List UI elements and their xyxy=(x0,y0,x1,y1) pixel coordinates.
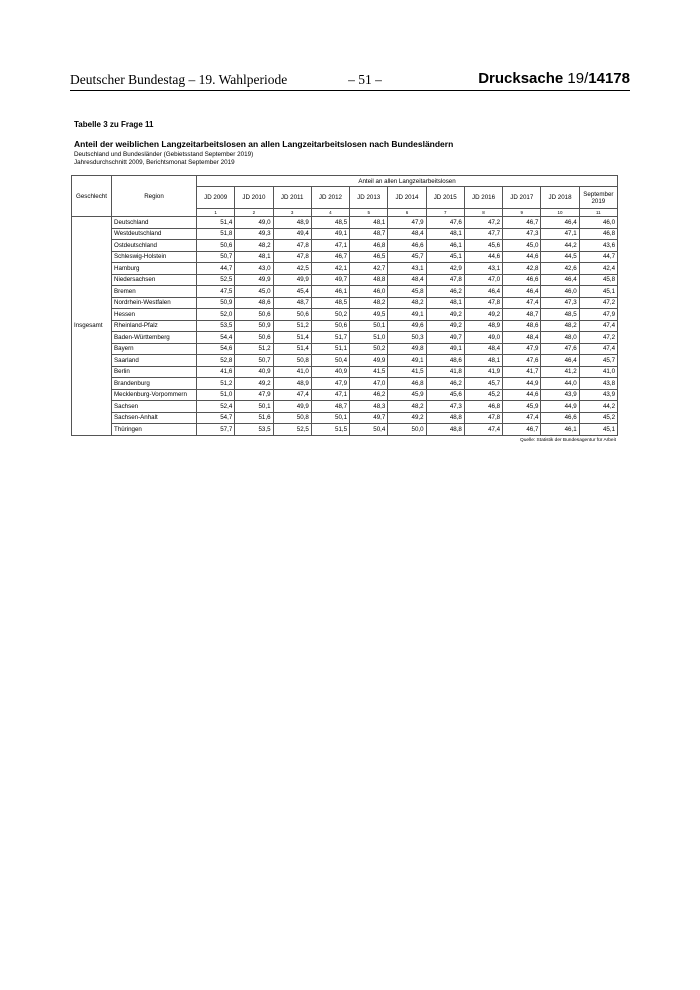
header-document-number xyxy=(478,70,630,87)
table-row xyxy=(72,389,618,401)
table-row xyxy=(72,332,618,344)
value-cell: 43,9 xyxy=(579,389,617,401)
header-drucksache-label: Drucksache xyxy=(478,70,564,87)
value-cell: 49,9 xyxy=(235,274,273,286)
value-cell: 50,2 xyxy=(311,309,349,321)
value-cell: 45,9 xyxy=(503,401,541,413)
value-cell: 47,1 xyxy=(311,389,349,401)
value-cell: 48,6 xyxy=(426,355,464,367)
table-body xyxy=(72,217,618,436)
region-cell: Berlin xyxy=(112,366,197,378)
value-cell: 48,8 xyxy=(426,424,464,436)
value-cell: 49,0 xyxy=(464,332,502,344)
value-cell: 45,4 xyxy=(273,286,311,298)
value-cell: 48,2 xyxy=(388,297,426,309)
value-cell: 46,1 xyxy=(541,424,579,436)
column-header-year: JD 2009 xyxy=(197,187,235,209)
value-cell: 42,5 xyxy=(273,263,311,275)
column-number: 3 xyxy=(273,209,311,217)
value-cell: 45,7 xyxy=(388,251,426,263)
value-cell: 46,7 xyxy=(311,251,349,263)
value-cell: 44,9 xyxy=(541,401,579,413)
value-cell: 44,9 xyxy=(503,378,541,390)
table-title: Anteil der weiblichen Langzeitarbeitslosen an allen Langzeitarbeitslosen nach Bundesländern xyxy=(74,139,454,149)
value-cell: 40,9 xyxy=(235,366,273,378)
value-cell: 48,5 xyxy=(311,217,349,229)
value-cell: 47,8 xyxy=(426,274,464,286)
value-cell: 44,5 xyxy=(541,251,579,263)
column-number: 6 xyxy=(388,209,426,217)
value-cell: 46,8 xyxy=(388,378,426,390)
value-cell: 47,1 xyxy=(541,228,579,240)
value-cell: 46,4 xyxy=(503,286,541,298)
value-cell: 47,7 xyxy=(464,228,502,240)
source-note: Quelle: Statistik der Bundesagentur für Arbeit xyxy=(520,438,616,443)
value-cell: 51,8 xyxy=(197,228,235,240)
value-cell: 50,1 xyxy=(235,401,273,413)
value-cell: 45,6 xyxy=(426,389,464,401)
value-cell: 46,4 xyxy=(541,217,579,229)
value-cell: 50,2 xyxy=(350,343,388,355)
value-cell: 45,9 xyxy=(388,389,426,401)
value-cell: 47,0 xyxy=(464,274,502,286)
value-cell: 41,2 xyxy=(541,366,579,378)
value-cell: 46,6 xyxy=(541,412,579,424)
header-document-id: 14178 xyxy=(588,70,630,87)
value-cell: 49,5 xyxy=(350,309,388,321)
value-cell: 43,6 xyxy=(579,240,617,252)
value-cell: 44,6 xyxy=(464,251,502,263)
value-cell: 47,0 xyxy=(350,378,388,390)
region-cell: Nordrhein-Westfalen xyxy=(112,297,197,309)
header-parliament-title: Deutscher Bundestag – 19. Wahlperiode xyxy=(70,72,288,87)
value-cell: 44,7 xyxy=(197,263,235,275)
column-number: 1 xyxy=(197,209,235,217)
table-subtitle-period: Jahresdurchschnitt 2009, Berichtsmonat September 2019 xyxy=(74,159,235,166)
header-period-number: 19/ xyxy=(567,70,589,87)
value-cell: 53,5 xyxy=(235,424,273,436)
value-cell: 47,5 xyxy=(197,286,235,298)
table-row xyxy=(72,320,618,332)
value-cell: 47,8 xyxy=(273,240,311,252)
region-cell: Westdeutschland xyxy=(112,228,197,240)
value-cell: 49,1 xyxy=(426,343,464,355)
column-group-header: Anteil an allen Langzeitarbeitslosen xyxy=(197,176,618,187)
value-cell: 45,1 xyxy=(579,424,617,436)
value-cell: 48,2 xyxy=(350,297,388,309)
region-cell: Hessen xyxy=(112,309,197,321)
value-cell: 45,1 xyxy=(426,251,464,263)
value-cell: 45,6 xyxy=(464,240,502,252)
value-cell: 48,1 xyxy=(426,228,464,240)
value-cell: 48,9 xyxy=(273,378,311,390)
value-cell: 46,2 xyxy=(350,389,388,401)
value-cell: 51,0 xyxy=(197,389,235,401)
value-cell: 42,8 xyxy=(503,263,541,275)
value-cell: 48,7 xyxy=(503,309,541,321)
column-header-year: JD 2011 xyxy=(273,187,311,209)
value-cell: 47,3 xyxy=(503,228,541,240)
value-cell: 47,2 xyxy=(579,297,617,309)
value-cell: 51,4 xyxy=(273,343,311,355)
column-header-year: JD 2017 xyxy=(503,187,541,209)
value-cell: 44,6 xyxy=(503,251,541,263)
value-cell: 54,6 xyxy=(197,343,235,355)
value-cell: 41,0 xyxy=(273,366,311,378)
value-cell: 46,4 xyxy=(464,286,502,298)
value-cell: 53,5 xyxy=(197,320,235,332)
value-cell: 45,1 xyxy=(579,286,617,298)
value-cell: 50,0 xyxy=(388,424,426,436)
value-cell: 48,4 xyxy=(503,332,541,344)
value-cell: 52,0 xyxy=(197,309,235,321)
value-cell: 46,0 xyxy=(579,217,617,229)
value-cell: 50,6 xyxy=(235,332,273,344)
value-cell: 49,6 xyxy=(388,320,426,332)
column-number: 11 xyxy=(579,209,617,217)
value-cell: 46,4 xyxy=(541,274,579,286)
value-cell: 51,0 xyxy=(350,332,388,344)
value-cell: 43,1 xyxy=(388,263,426,275)
table-row xyxy=(72,424,618,436)
value-cell: 57,7 xyxy=(197,424,235,436)
region-cell: Ostdeutschland xyxy=(112,240,197,252)
value-cell: 46,0 xyxy=(541,286,579,298)
value-cell: 48,1 xyxy=(464,355,502,367)
value-cell: 44,7 xyxy=(579,251,617,263)
value-cell: 45,8 xyxy=(579,274,617,286)
table-row xyxy=(72,343,618,355)
value-cell: 50,6 xyxy=(273,309,311,321)
value-cell: 41,7 xyxy=(503,366,541,378)
value-cell: 46,8 xyxy=(579,228,617,240)
table-row xyxy=(72,366,618,378)
value-cell: 45,7 xyxy=(464,378,502,390)
value-cell: 41,8 xyxy=(426,366,464,378)
value-cell: 47,4 xyxy=(579,320,617,332)
value-cell: 46,4 xyxy=(541,355,579,367)
value-cell: 49,2 xyxy=(388,412,426,424)
value-cell: 48,1 xyxy=(350,217,388,229)
column-header-year: JD 2015 xyxy=(426,187,464,209)
table-row xyxy=(72,251,618,263)
value-cell: 49,9 xyxy=(350,355,388,367)
column-number: 8 xyxy=(464,209,502,217)
value-cell: 49,7 xyxy=(350,412,388,424)
value-cell: 47,6 xyxy=(426,217,464,229)
value-cell: 42,1 xyxy=(311,263,349,275)
column-header-region: Region xyxy=(112,176,197,217)
value-cell: 47,6 xyxy=(503,355,541,367)
region-cell: Sachsen-Anhalt xyxy=(112,412,197,424)
value-cell: 48,7 xyxy=(311,401,349,413)
value-cell: 49,7 xyxy=(426,332,464,344)
value-cell: 41,6 xyxy=(197,366,235,378)
value-cell: 50,6 xyxy=(235,309,273,321)
table-row xyxy=(72,217,618,229)
column-number: 7 xyxy=(426,209,464,217)
value-cell: 47,3 xyxy=(426,401,464,413)
value-cell: 49,2 xyxy=(464,309,502,321)
column-header-year: JD 2016 xyxy=(464,187,502,209)
table-row xyxy=(72,286,618,298)
table-row xyxy=(72,274,618,286)
value-cell: 49,1 xyxy=(388,309,426,321)
value-cell: 49,2 xyxy=(426,320,464,332)
value-cell: 48,6 xyxy=(235,297,273,309)
value-cell: 54,7 xyxy=(197,412,235,424)
value-cell: 48,9 xyxy=(273,217,311,229)
value-cell: 47,8 xyxy=(464,297,502,309)
geschlecht-cell: Insgesamt xyxy=(72,217,112,436)
value-cell: 46,6 xyxy=(388,240,426,252)
value-cell: 47,2 xyxy=(579,332,617,344)
value-cell: 45,2 xyxy=(579,412,617,424)
value-cell: 49,7 xyxy=(311,274,349,286)
table-row xyxy=(72,240,618,252)
value-cell: 45,8 xyxy=(388,286,426,298)
value-cell: 49,0 xyxy=(235,217,273,229)
value-cell: 43,1 xyxy=(464,263,502,275)
value-cell: 46,0 xyxy=(350,286,388,298)
value-cell: 48,9 xyxy=(464,320,502,332)
value-cell: 41,5 xyxy=(388,366,426,378)
value-cell: 51,2 xyxy=(235,343,273,355)
value-cell: 50,4 xyxy=(350,424,388,436)
value-cell: 40,9 xyxy=(311,366,349,378)
value-cell: 48,6 xyxy=(503,320,541,332)
value-cell: 49,9 xyxy=(273,401,311,413)
column-header-year: JD 2013 xyxy=(350,187,388,209)
value-cell: 47,9 xyxy=(579,309,617,321)
value-cell: 46,2 xyxy=(426,286,464,298)
value-cell: 47,9 xyxy=(235,389,273,401)
value-cell: 48,4 xyxy=(464,343,502,355)
value-cell: 47,9 xyxy=(311,378,349,390)
value-cell: 48,1 xyxy=(426,297,464,309)
value-cell: 47,4 xyxy=(579,343,617,355)
region-cell: Deutschland xyxy=(112,217,197,229)
value-cell: 50,9 xyxy=(197,297,235,309)
value-cell: 41,0 xyxy=(579,366,617,378)
value-cell: 48,7 xyxy=(350,228,388,240)
value-cell: 54,4 xyxy=(197,332,235,344)
value-cell: 49,8 xyxy=(388,343,426,355)
value-cell: 48,2 xyxy=(235,240,273,252)
value-cell: 48,5 xyxy=(541,309,579,321)
value-cell: 43,0 xyxy=(235,263,273,275)
column-header-year: September 2019 xyxy=(579,187,617,209)
value-cell: 47,8 xyxy=(464,412,502,424)
value-cell: 48,4 xyxy=(388,228,426,240)
value-cell: 42,6 xyxy=(541,263,579,275)
value-cell: 50,4 xyxy=(311,355,349,367)
value-cell: 41,5 xyxy=(350,366,388,378)
value-cell: 44,2 xyxy=(541,240,579,252)
value-cell: 43,9 xyxy=(541,389,579,401)
value-cell: 52,8 xyxy=(197,355,235,367)
value-cell: 48,3 xyxy=(350,401,388,413)
value-cell: 52,4 xyxy=(197,401,235,413)
value-cell: 46,5 xyxy=(350,251,388,263)
value-cell: 48,1 xyxy=(235,251,273,263)
value-cell: 47,6 xyxy=(541,343,579,355)
region-cell: Saarland xyxy=(112,355,197,367)
value-cell: 41,9 xyxy=(464,366,502,378)
table-row xyxy=(72,412,618,424)
table-row xyxy=(72,401,618,413)
value-cell: 47,9 xyxy=(503,343,541,355)
column-number: 4 xyxy=(311,209,349,217)
value-cell: 44,0 xyxy=(541,378,579,390)
value-cell: 50,1 xyxy=(311,412,349,424)
value-cell: 48,2 xyxy=(541,320,579,332)
value-cell: 49,9 xyxy=(273,274,311,286)
value-cell: 46,2 xyxy=(426,378,464,390)
value-cell: 47,3 xyxy=(541,297,579,309)
value-cell: 47,4 xyxy=(464,424,502,436)
value-cell: 42,7 xyxy=(350,263,388,275)
table-row xyxy=(72,378,618,390)
data-table xyxy=(71,175,618,436)
value-cell: 50,8 xyxy=(273,355,311,367)
region-cell: Bayern xyxy=(112,343,197,355)
value-cell: 45,7 xyxy=(579,355,617,367)
value-cell: 51,4 xyxy=(197,217,235,229)
table-label: Tabelle 3 zu Frage 11 xyxy=(74,120,154,129)
value-cell: 46,8 xyxy=(464,401,502,413)
value-cell: 47,2 xyxy=(464,217,502,229)
value-cell: 48,8 xyxy=(350,274,388,286)
value-cell: 46,6 xyxy=(503,274,541,286)
value-cell: 51,5 xyxy=(311,424,349,436)
value-cell: 51,4 xyxy=(273,332,311,344)
value-cell: 50,8 xyxy=(273,412,311,424)
value-cell: 49,2 xyxy=(426,309,464,321)
value-cell: 46,7 xyxy=(503,424,541,436)
value-cell: 45,0 xyxy=(235,286,273,298)
value-cell: 47,1 xyxy=(311,240,349,252)
value-cell: 52,5 xyxy=(273,424,311,436)
value-cell: 47,9 xyxy=(388,217,426,229)
header-page-number: – 51 – xyxy=(348,72,382,87)
column-number: 9 xyxy=(503,209,541,217)
column-header-year: JD 2018 xyxy=(541,187,579,209)
value-cell: 46,7 xyxy=(503,217,541,229)
value-cell: 50,6 xyxy=(197,240,235,252)
value-cell: 48,5 xyxy=(311,297,349,309)
table-row xyxy=(72,297,618,309)
value-cell: 42,9 xyxy=(426,263,464,275)
value-cell: 50,1 xyxy=(350,320,388,332)
value-cell: 51,2 xyxy=(197,378,235,390)
value-cell: 42,4 xyxy=(579,263,617,275)
value-cell: 51,6 xyxy=(235,412,273,424)
value-cell: 47,4 xyxy=(273,389,311,401)
value-cell: 50,9 xyxy=(235,320,273,332)
value-cell: 49,1 xyxy=(388,355,426,367)
value-cell: 43,8 xyxy=(579,378,617,390)
value-cell: 48,8 xyxy=(426,412,464,424)
column-header-year: JD 2014 xyxy=(388,187,426,209)
table-row xyxy=(72,355,618,367)
column-number: 5 xyxy=(350,209,388,217)
column-number: 10 xyxy=(541,209,579,217)
region-cell: Mecklenburg-Vorpommern xyxy=(112,389,197,401)
region-cell: Sachsen xyxy=(112,401,197,413)
value-cell: 49,3 xyxy=(235,228,273,240)
value-cell: 46,1 xyxy=(426,240,464,252)
value-cell: 49,1 xyxy=(311,228,349,240)
value-cell: 48,7 xyxy=(273,297,311,309)
value-cell: 45,0 xyxy=(503,240,541,252)
region-cell: Bremen xyxy=(112,286,197,298)
value-cell: 47,8 xyxy=(273,251,311,263)
value-cell: 47,4 xyxy=(503,297,541,309)
value-cell: 48,2 xyxy=(388,401,426,413)
value-cell: 51,1 xyxy=(311,343,349,355)
region-cell: Niedersachsen xyxy=(112,274,197,286)
column-header-year: JD 2012 xyxy=(311,187,349,209)
value-cell: 51,2 xyxy=(273,320,311,332)
value-cell: 51,7 xyxy=(311,332,349,344)
region-cell: Thüringen xyxy=(112,424,197,436)
region-cell: Brandenburg xyxy=(112,378,197,390)
value-cell: 47,4 xyxy=(503,412,541,424)
value-cell: 46,1 xyxy=(311,286,349,298)
region-cell: Baden-Württemberg xyxy=(112,332,197,344)
value-cell: 45,2 xyxy=(464,389,502,401)
value-cell: 44,2 xyxy=(579,401,617,413)
value-cell: 50,7 xyxy=(235,355,273,367)
value-cell: 52,5 xyxy=(197,274,235,286)
region-cell: Hamburg xyxy=(112,263,197,275)
value-cell: 49,2 xyxy=(235,378,273,390)
table-subtitle-region: Deutschland und Bundesländer (Gebietsstand September 2019) xyxy=(74,151,254,158)
value-cell: 48,4 xyxy=(388,274,426,286)
page-header xyxy=(70,72,630,91)
table-row xyxy=(72,263,618,275)
region-cell: Rheinland-Pfalz xyxy=(112,320,197,332)
region-cell: Schleswig-Holstein xyxy=(112,251,197,263)
table-row xyxy=(72,228,618,240)
value-cell: 44,6 xyxy=(503,389,541,401)
value-cell: 49,4 xyxy=(273,228,311,240)
column-header-geschlecht: Geschlecht xyxy=(72,176,112,217)
column-number: 2 xyxy=(235,209,273,217)
value-cell: 50,7 xyxy=(197,251,235,263)
column-header-year: JD 2010 xyxy=(235,187,273,209)
value-cell: 46,8 xyxy=(350,240,388,252)
value-cell: 48,0 xyxy=(541,332,579,344)
value-cell: 50,3 xyxy=(388,332,426,344)
table-row xyxy=(72,309,618,321)
value-cell: 50,6 xyxy=(311,320,349,332)
